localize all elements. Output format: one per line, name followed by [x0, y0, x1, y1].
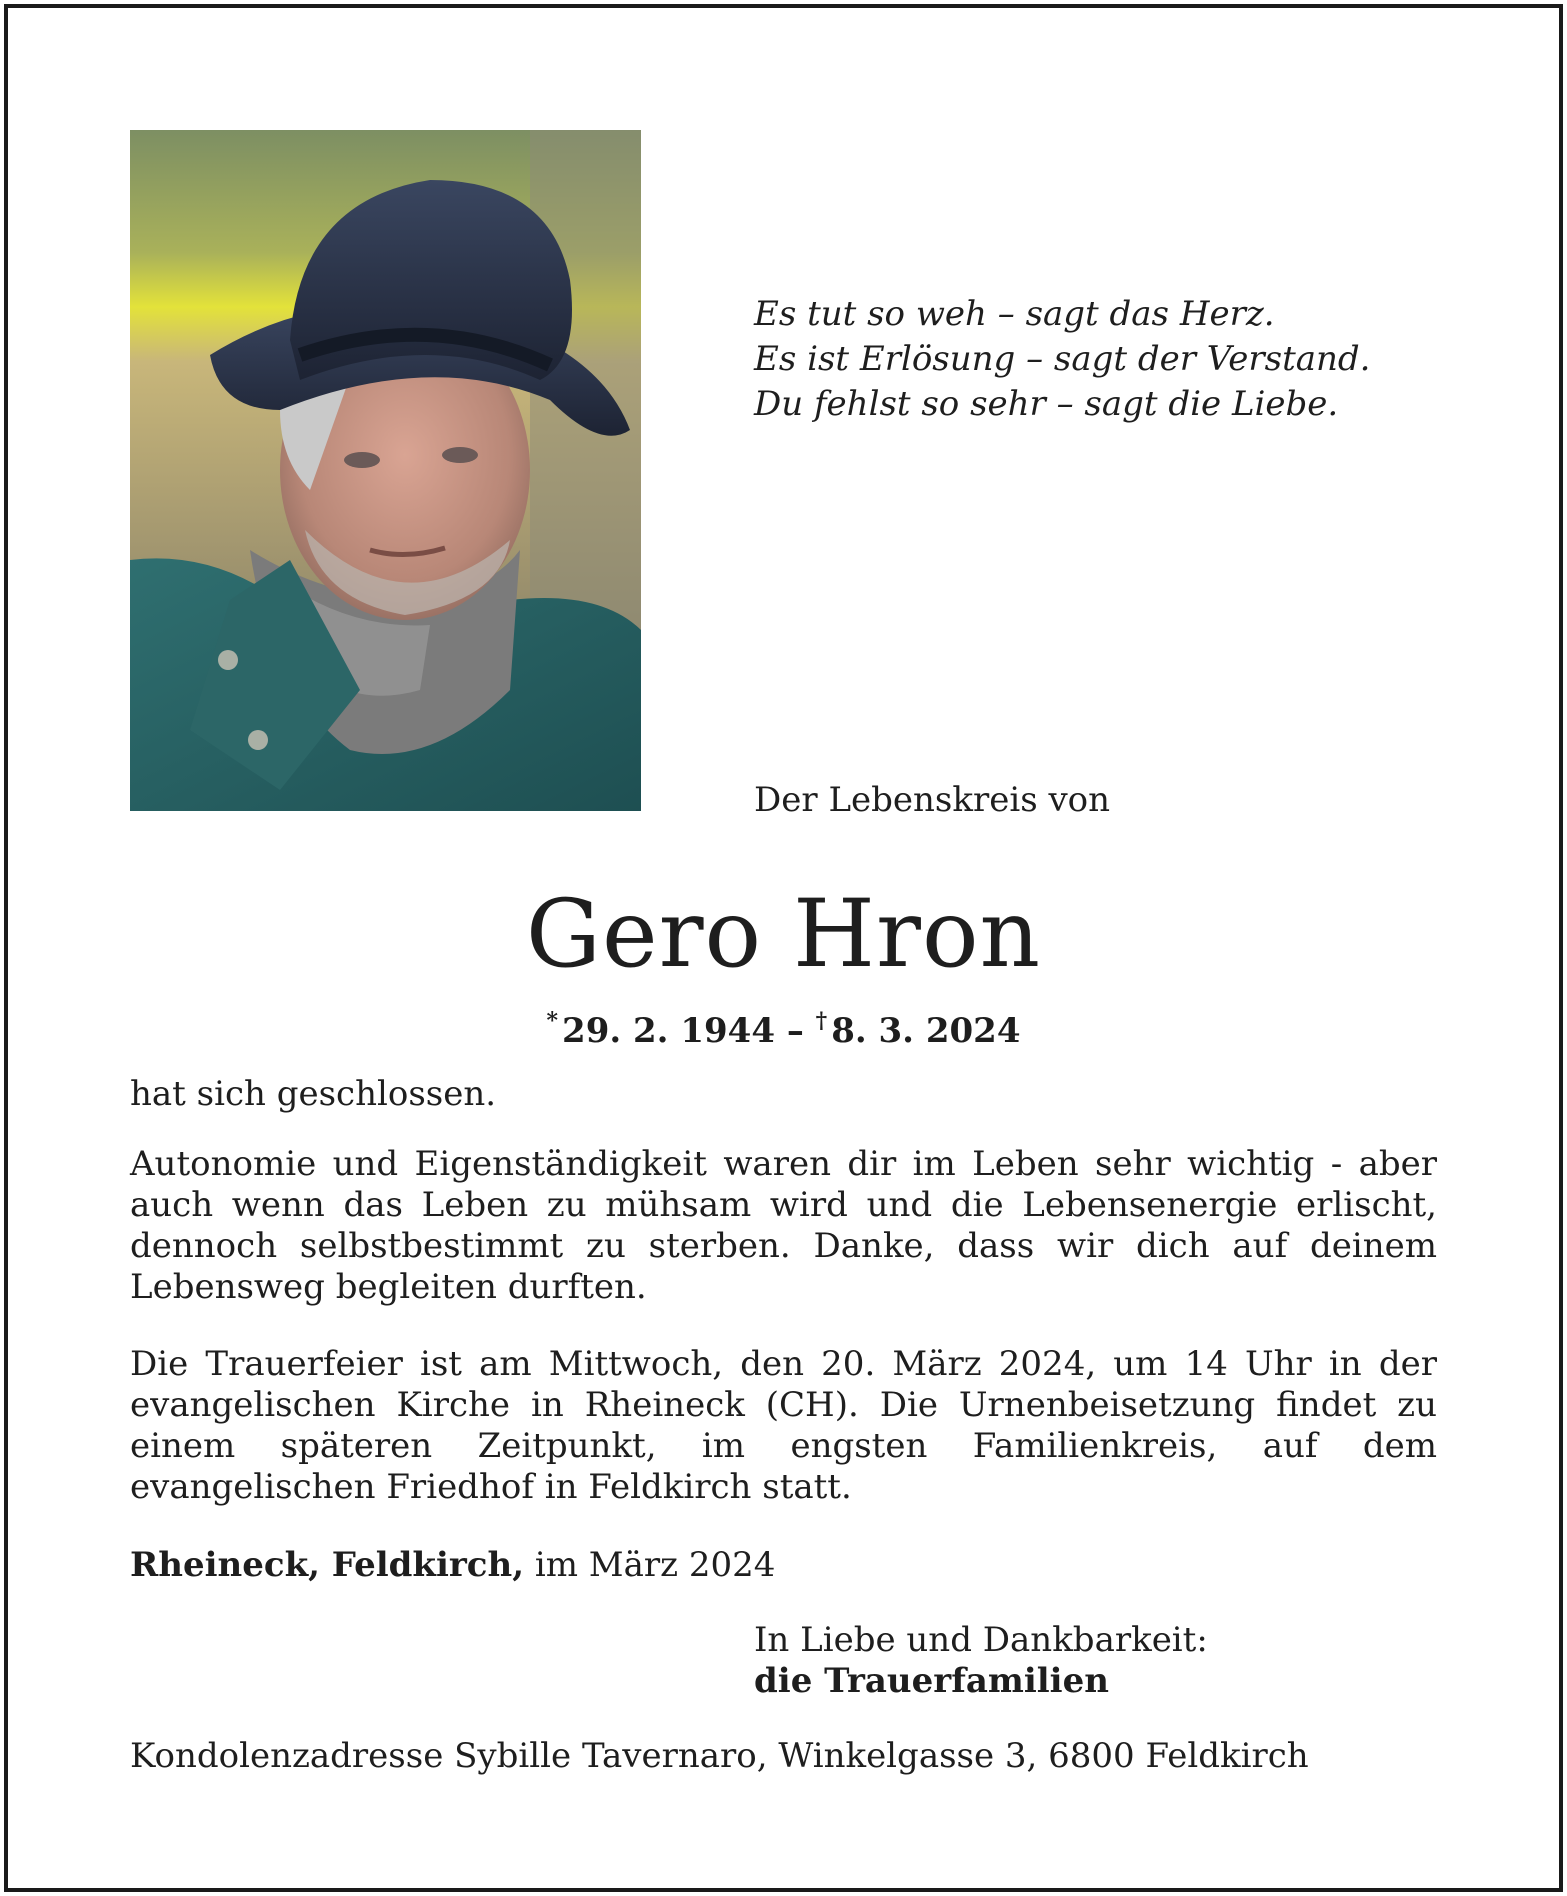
family-signature: die Trauerfamilien — [754, 1661, 1109, 1701]
place-names: Rheineck, Feldkirch, — [130, 1545, 525, 1585]
death-symbol: † — [815, 1008, 828, 1034]
life-dates — [0, 996, 1567, 1056]
quote — [754, 292, 1474, 427]
signature-block — [754, 1620, 1208, 1702]
deceased-name: Gero Hron — [525, 880, 1042, 989]
place-date-line — [130, 1545, 1437, 1586]
closed-line: hat sich geschlossen. — [130, 1074, 497, 1114]
portrait-photo — [130, 130, 641, 811]
quote-line-1: Es tut so weh – sagt das Herz. — [754, 294, 1275, 334]
portrait-photo-icon — [130, 130, 641, 811]
death-date: 8. 3. 2024 — [831, 1011, 1021, 1051]
birth-date: 29. 2. 1944 — [562, 1011, 775, 1051]
quote-line-2: Es ist Erlösung – sagt der Verstand. — [754, 339, 1371, 379]
place-date: im März 2024 — [524, 1545, 776, 1585]
paragraph-funeral: Die Trauerfeier ist am Mittwoch, den 20. März 2024, um 14 Uhr in der evangelischen Kirche in Rheineck (CH). Die Urnenbeisetzung findet zu einem späteren Zeitpunkt, im engsten Familienkreis, auf dem evangelischen Friedhof in Feldkirch statt. — [130, 1344, 1437, 1507]
thanks-line: In Liebe und Dankbarkeit: — [754, 1620, 1208, 1660]
date-separator: – — [774, 1011, 816, 1051]
quote-line-3: Du fehlst so sehr – sagt die Liebe. — [754, 384, 1339, 424]
birth-symbol: * — [546, 1008, 559, 1034]
intro-text: Der Lebenskreis von — [754, 780, 1111, 820]
condolence-address: Kondolenzadresse Sybille Tavernaro, Winkelgasse 3, 6800 Feldkirch — [130, 1736, 1309, 1776]
paragraph-autonomy: Autonomie und Eigenständigkeit waren dir im Leben sehr wichtig - aber auch wenn das Leben zu mühsam wird und die Lebensenergie erlischt, dennoch selbstbestimmt zu sterben. Danke, dass wir dich auf deinem Lebensweg begleiten durften. — [130, 1144, 1437, 1307]
